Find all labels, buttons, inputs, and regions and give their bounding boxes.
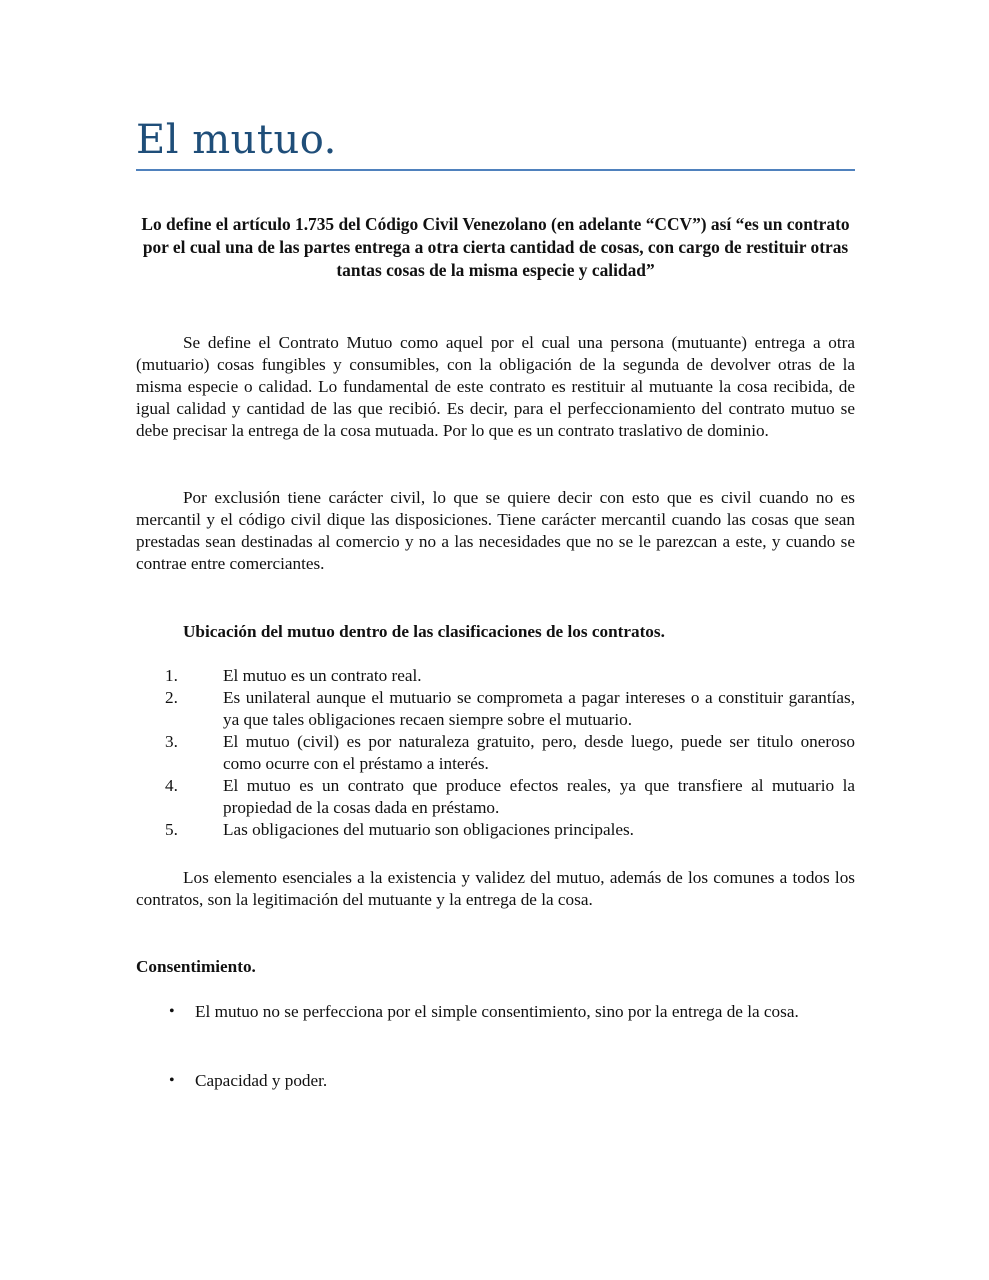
body-paragraph-definition: Se define el Contrato Mutuo como aquel por el cual una persona (mutuante) entrega a otra (mutuario) cosas fungibles y consumibles, con la obligación de la segunda de devolver otras de la misma especie o calidad. Lo fundamental de este contrato es restituir al mutuante la cosa recibida, de igual calidad y cantidad de las que recibió. Es decir, para el perfeccionamiento del contrato mutuo se debe precisar la entrega de la cosa mutuada. Por lo que es un contrato traslativo de dominio.	[136, 333, 855, 440]
list-number: 2.	[165, 688, 178, 707]
list-item-text: El mutuo es un contrato real.	[223, 666, 422, 685]
bullet-item-text: Capacidad y poder.	[195, 1071, 328, 1090]
lead-definition-paragraph: Lo define el artículo 1.735 del Código Civil Venezolano (en adelante “CCV”) así “es un contrato por el cual una de las partes entrega a otra cierta cantidad de cosas, con cargo de restituir otras tantas cosas de la misma especie y calidad”	[141, 214, 850, 280]
list-item-text: Es unilateral aunque el mutuario se comprometa a pagar intereses o a constituir garantías, ya que tales obligaciones recaen siempre sobre el mutuario.	[223, 688, 855, 729]
list-item	[136, 687, 855, 731]
list-item-text: El mutuo (civil) es por naturaleza gratuito, pero, desde luego, puede ser titulo oneroso como ocurre con el préstamo a interés.	[223, 732, 855, 773]
list-item-text: Las obligaciones del mutuario son obligaciones principales.	[223, 820, 634, 839]
bullet-dot-icon: •	[169, 1072, 175, 1089]
body-paragraph-civil-character: Por exclusión tiene carácter civil, lo que se quiere decir con esto que es civil cuando no es mercantil y el código civil dique las disposiciones. Tiene carácter mercantil cuando las cosas que sean prestadas sean destinadas al comercio y no a las necesidades que no se le parezcan a este, y cuando se contrae entre comerciantes.	[136, 488, 855, 573]
list-number: 3.	[165, 732, 178, 751]
list-item	[136, 665, 855, 687]
bullet-item	[136, 1070, 855, 1092]
list-item-text: El mutuo es un contrato que produce efectos reales, ya que transfiere al mutuario la propiedad de la cosas dada en préstamo.	[223, 776, 855, 817]
body-paragraph-essential-elements: Los elemento esenciales a la existencia y validez del mutuo, además de los comunes a todos los contratos, son la legitimación del mutuante y la entrega de la cosa.	[136, 868, 855, 909]
classification-subheading: Ubicación del mutuo dentro de las clasificaciones de los contratos.	[183, 622, 665, 641]
list-item	[136, 819, 855, 841]
bullet-item	[136, 1001, 855, 1023]
list-item	[136, 731, 855, 775]
section-heading-consentimiento: Consentimiento.	[136, 957, 256, 976]
bullet-item-text: El mutuo no se perfecciona por el simple consentimiento, sino por la entrega de la cosa.	[195, 1002, 799, 1021]
document-title: El mutuo.	[136, 117, 337, 163]
classification-list	[136, 665, 855, 841]
title-underline-divider	[136, 169, 855, 171]
list-number: 4.	[165, 776, 178, 795]
bullet-dot-icon: •	[169, 1003, 175, 1020]
list-number: 1.	[165, 666, 178, 685]
list-number: 5.	[165, 820, 178, 839]
list-item	[136, 775, 855, 819]
